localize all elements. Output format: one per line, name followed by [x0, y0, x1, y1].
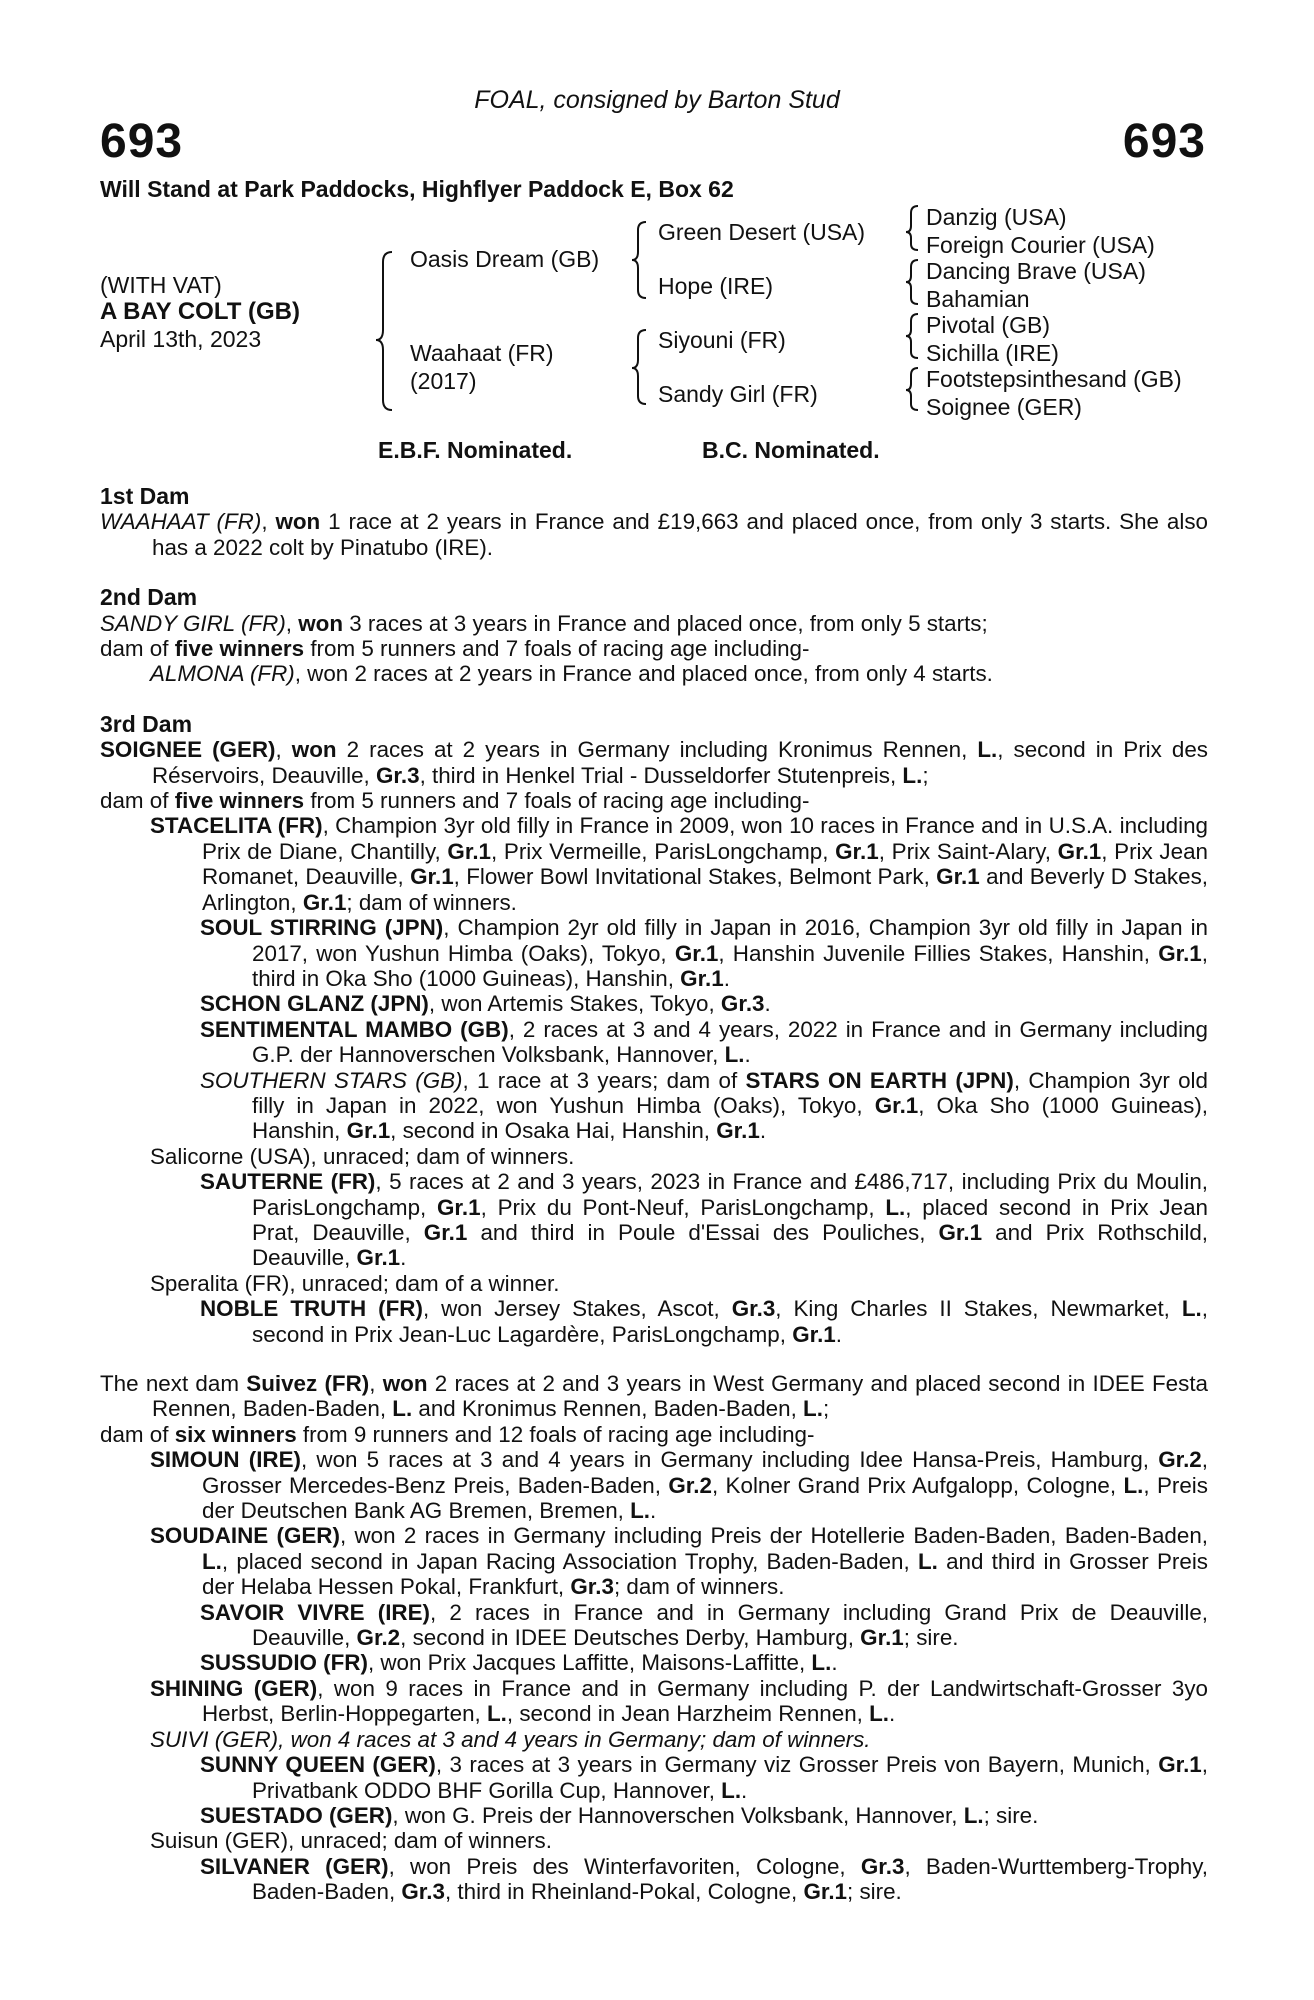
first-dam-entry: WAAHAAT (FR), won 1 race at 2 years in France and £19,663 and placed once, from only 3 starts. She also has a 2022 colt by Pinatubo (IRE).	[100, 509, 1208, 560]
schon-glanz-entry: SCHON GLANZ (JPN), won Artemis Stakes, Tokyo, Gr.3.	[200, 991, 771, 1017]
first-dam-heading: 1st Dam	[100, 483, 190, 509]
horse-name: A BAY COLT (GB)	[100, 298, 301, 325]
salicorne-entry: Salicorne (USA), unraced; dam of winners.	[150, 1143, 575, 1169]
brace-sire	[632, 222, 646, 298]
dam-name: Waahaat (FR)	[410, 340, 554, 366]
second-dam-entry: SANDY GIRL (FR), won 3 races at 3 years in France and placed once, from only 5 starts;	[100, 610, 988, 636]
brace-ds	[906, 314, 918, 358]
dsd: Sichilla (IRE)	[926, 340, 1059, 366]
savoir-vivre-entry: SAVOIR VIVRE (IRE), 2 races in France and in Germany including Grand Prix de Deauville, Deauville, Gr.2, second in IDEE Deutsches Derby, Hamburg, Gr.1; sire.	[200, 1599, 1208, 1651]
sunny-queen-entry: SUNNY QUEEN (GER), 3 races at 3 years in Germany viz Grosser Preis von Bayern, Munich, Gr.1, Privatbank ODDO BHF Gorilla Cup, Hannover, L..	[200, 1752, 1208, 1803]
consigned-by: FOAL, consigned by Barton Stud	[474, 86, 840, 114]
second-dam-dam-of: dam of five winners from 5 runners and 7 foals of racing age including-	[100, 636, 810, 662]
sdd: Bahamian	[926, 286, 1030, 312]
sussudio-entry: SUSSUDIO (FR), won Prix Jacques Laffitte, Maisons-Laffitte, L..	[200, 1650, 838, 1676]
dds: Footstepsinthesand (GB)	[926, 366, 1182, 392]
brace-dd	[906, 368, 918, 410]
stacelita-entry: STACELITA (FR), Champion 3yr old filly in France in 2009, won 10 races in France and in U.S.A. including Prix de Diane, Chantilly, Gr.1, Prix Vermeille, ParisLongchamp, Gr.1, Prix Saint-Alary, Gr.1, Prix Jean Romanet, Deauville, Gr.1, Flower Bowl Invitational Stakes, Belmont Park, Gr.1 and Beverly D Stakes, Arlington, Gr.1; dam of winners.	[150, 813, 1208, 915]
suivi-entry: SUIVI (GER), won 4 races at 3 and 4 years in Germany; dam of winners.	[150, 1726, 871, 1752]
suisun-entry: Suisun (GER), unraced; dam of winners.	[150, 1828, 552, 1854]
speralita-entry: Speralita (FR), unraced; dam of a winner.	[150, 1270, 560, 1296]
ssd: Foreign Courier (USA)	[926, 232, 1155, 258]
silvaner-entry: SILVANER (GER), won Preis des Winterfavoriten, Cologne, Gr.3, Baden-Wurttemberg-Trophy, Baden-Baden, Gr.3, third in Rheinland-Pokal, Cologne, Gr.1; sire.	[200, 1853, 1209, 1905]
catalogue-body	[100, 484, 1208, 1905]
suestado-entry: SUESTADO (GER), won G. Preis der Hannoverschen Volksbank, Hannover, L.; sire.	[200, 1802, 1039, 1828]
soul-stirring-entry: SOUL STIRRING (JPN), Champion 2yr old filly in Japan in 2016, Champion 3yr old filly in Japan in 2017, won Yushun Himba (Oaks), Tokyo, Gr.1, Hanshin Juvenile Fillies Stakes, Hanshin, Gr.1, third in Oka Sho (1000 Guineas), Hanshin, Gr.1.	[200, 915, 1208, 991]
brace-main	[376, 252, 392, 410]
second-dam-heading: 2nd Dam	[100, 584, 198, 611]
simoun-entry: SIMOUN (IRE), won 5 races at 3 and 4 years in Germany including Idee Hansa-Preis, Hamburg, Gr.2, Grosser Mercedes-Benz Preis, Baden-Baden, Gr.2, Kolner Grand Prix Aufgalopp, Cologne, L., Preis der Deutschen Bank AG Bremen, Bremen, L..	[150, 1447, 1208, 1524]
first-dam-name: WAAHAAT (FR)	[100, 509, 262, 535]
ebf-nominated: E.B.F. Nominated.	[378, 437, 573, 463]
sauterne-entry: SAUTERNE (FR), 5 races at 2 and 3 years, 2023 in France and £486,717, including Prix du Moulin, ParisLongchamp, Gr.1, Prix du Pont-Neuf, ParisLongchamp, L., placed second in Prix Jean Prat, Deauville, Gr.1 and third in Poule d'Essai des Pouliches, Gr.1 and Prix Rothschild, Deauville, Gr.1.	[200, 1169, 1209, 1271]
sire-name: Oasis Dream (GB)	[410, 246, 600, 272]
sss: Danzig (USA)	[926, 204, 1067, 230]
brace-ss	[906, 206, 918, 250]
second-dam-name: SANDY GIRL (FR)	[100, 610, 286, 636]
sire-sire: Green Desert (USA)	[658, 219, 866, 245]
shining-entry: SHINING (GER), won 9 races in France and in Germany including P. der Landwirtschaft-Grosser 3yo Herbst, Berlin-Hoppegarten, L., second in Jean Harzheim Rennen, L..	[150, 1675, 1208, 1727]
noble-truth-entry: NOBLE TRUTH (FR), won Jersey Stakes, Ascot, Gr.3, King Charles II Stakes, Newmarket, L., second in Prix Jean-Luc Lagardère, ParisLongchamp, Gr.1.	[200, 1296, 1208, 1347]
lot-number-right: 693	[1122, 115, 1206, 168]
sds: Dancing Brave (USA)	[926, 258, 1146, 284]
dss: Pivotal (GB)	[926, 312, 1050, 338]
almona-entry: ALMONA (FR), won 2 races at 2 years in France and placed once, from only 4 starts.	[150, 661, 993, 687]
brace-sd	[906, 260, 918, 304]
third-dam-heading: 3rd Dam	[100, 710, 193, 737]
dam-dam: Sandy Girl (FR)	[658, 381, 818, 407]
soignee-entry: SOIGNEE (GER), won 2 races at 2 years in Germany including Kronimus Rennen, L., second in Prix des Réservoirs, Deauville, Gr.3, third in Henkel Trial - Dusseldorfer Stutenpreis, L.;	[100, 737, 1208, 788]
third-dam-dam-of: dam of five winners from 5 runners and 7 foals of racing age including-	[100, 788, 810, 814]
sire-dam: Hope (IRE)	[658, 273, 774, 299]
next-dam-entry: The next dam Suivez (FR), won 2 races at 2 and 3 years in West Germany and placed second in IDEE Festa Rennen, Baden-Baden, L. and Kronimus Rennen, Baden-Baden, L.;	[100, 1371, 1208, 1422]
southern-stars-entry: SOUTHERN STARS (GB), 1 race at 3 years; dam of STARS ON EARTH (JPN), Champion 3yr old filly in Japan in 2022, won Yushun Himba (Oaks), Tokyo, Gr.1, Oka Sho (1000 Guineas), Hanshin, Gr.1, second in Osaka Hai, Hanshin, Gr.1.	[200, 1067, 1208, 1144]
dam-year: (2017)	[410, 368, 477, 394]
ddd: Soignee (GER)	[926, 394, 1082, 420]
brace-dam	[632, 330, 646, 404]
stand-location: Will Stand at Park Paddocks, Highflyer Paddock E, Box 62	[100, 176, 734, 202]
foaled-date: April 13th, 2023	[100, 326, 262, 352]
sentimental-mambo-entry: SENTIMENTAL MAMBO (GB), 2 races at 3 and 4 years, 2022 in France and in Germany including G.P. der Hannoverschen Volksbank, Hannover, L..	[200, 1016, 1208, 1068]
bc-nominated: B.C. Nominated.	[702, 437, 880, 463]
vat-note: (WITH VAT)	[100, 272, 222, 298]
next-dam-dam-of: dam of six winners from 9 runners and 12 foals of racing age including-	[100, 1421, 815, 1447]
dam-sire: Siyouni (FR)	[658, 327, 786, 353]
lot-number-left: 693	[100, 115, 184, 168]
soudaine-entry: SOUDAINE (GER), won 2 races in Germany including Preis der Hotellerie Baden-Baden, Baden-Baden, L., placed second in Japan Racing Association Trophy, Baden-Baden, L. and third in Grosser Preis der Helaba Hessen Pokal, Frankfurt, Gr.3; dam of winners.	[150, 1523, 1209, 1600]
